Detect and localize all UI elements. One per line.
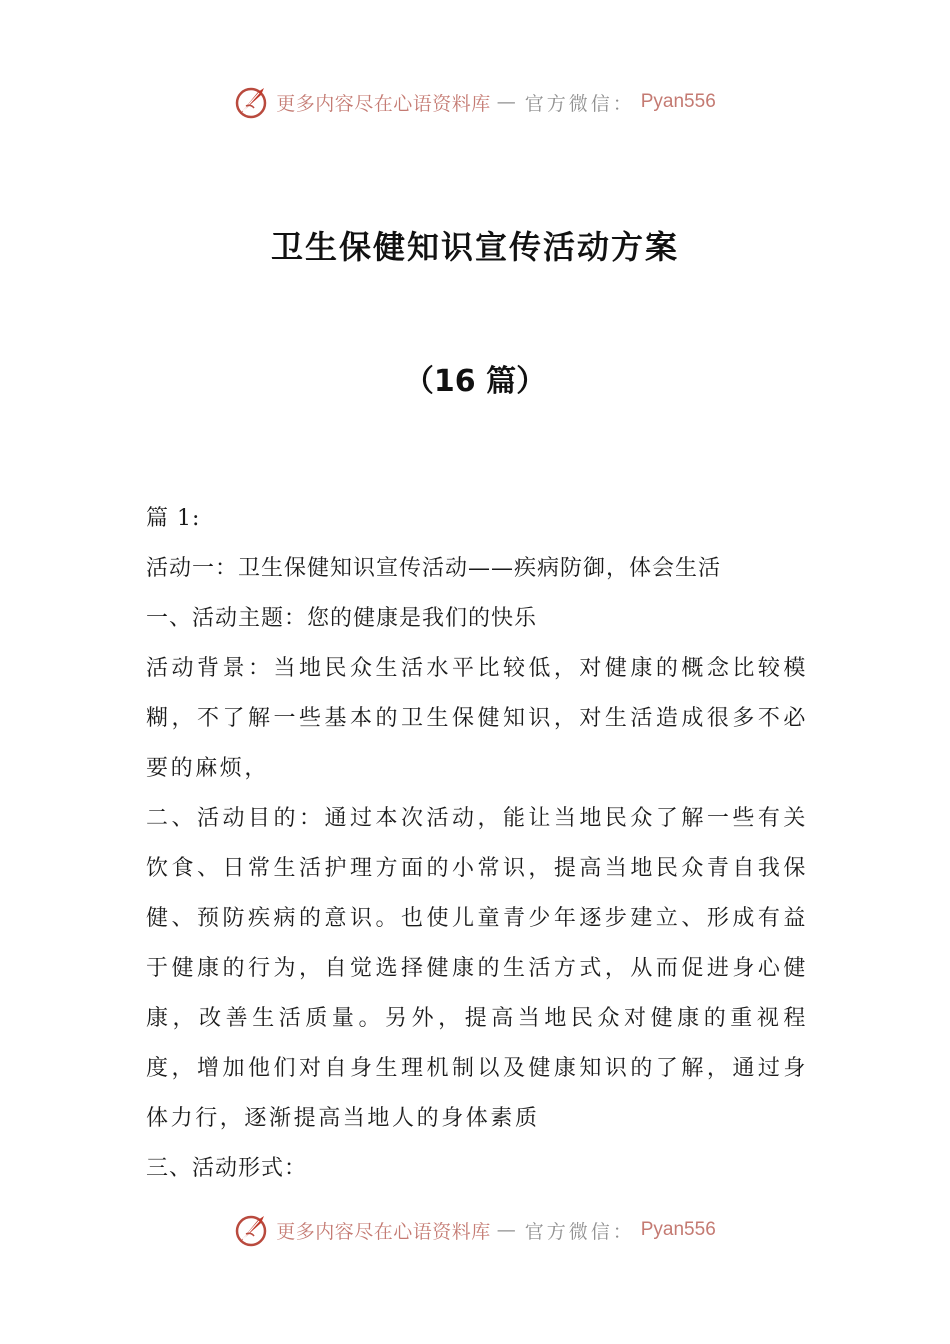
- quill-pen-logo-icon: [234, 1212, 270, 1248]
- banner-dash: —: [496, 91, 519, 113]
- banner-slogan: 更多内容尽在心语资料库: [276, 92, 491, 115]
- header-watermark-banner: [0, 82, 950, 122]
- banner-slogan: 更多内容尽在心语资料库: [276, 1220, 491, 1243]
- banner-wechat-label: 官方微信：: [524, 1220, 635, 1243]
- quill-pen-logo-icon: [234, 84, 270, 120]
- document-title: 卫生保健知识宣传活动方案: [270, 228, 679, 266]
- section-heading: 篇 1:: [146, 506, 201, 531]
- footer-watermark-banner: [0, 1210, 950, 1250]
- activity-form-heading: 三、活动形式：: [146, 1156, 308, 1181]
- banner-wechat-id: Pyan556: [640, 1219, 716, 1240]
- banner-wechat-id: Pyan556: [640, 91, 716, 112]
- document-body: [146, 494, 808, 1194]
- activity-purpose: 二、活动目的：通过本次活动，能让当地民众了解一些有关饮食、日常生活护理方面的小常识，提高当地民众青自我保健、预防疾病的意识。也使儿童青少年逐步建立、形成有益于健康的行为，自觉选择健康的生活方式，从而促进身心健康，改善生活质量。另外，提高当地民众对健康的重视程度，增加他们对自身生理机制以及健康知识的了解，通过身体力行，逐渐提高当地人的身体素质: [146, 806, 808, 1131]
- document-subtitle: （16 篇）: [403, 364, 547, 399]
- banner-wechat-label: 官方微信：: [524, 92, 635, 115]
- activity-theme: 一、活动主题：您的健康是我们的快乐: [146, 606, 538, 631]
- activity-background: 活动背景：当地民众生活水平比较低，对健康的概念比较模糊，不了解一些基本的卫生保健知识，对生活造成很多不必要的麻烦，: [146, 656, 808, 781]
- banner-dash: —: [496, 1219, 519, 1241]
- activity-heading: 活动一：卫生保健知识宣传活动——疾病防御，体会生活: [146, 556, 722, 581]
